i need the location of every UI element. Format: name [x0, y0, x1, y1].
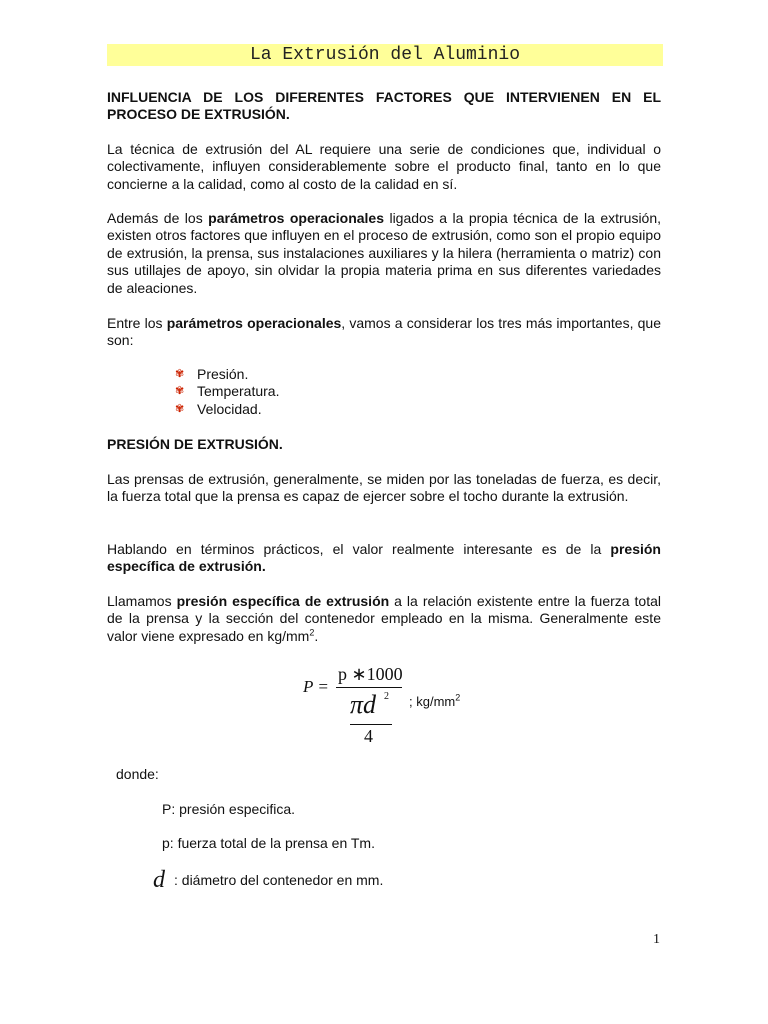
text-segment: Entre los: [107, 315, 167, 331]
paragraph-operational-parameters: [107, 210, 661, 297]
definition-d: : diámetro del contenedor en mm.: [174, 872, 384, 888]
list-item: [175, 401, 279, 418]
paragraph-intro: La técnica de extrusión del AL requiere una serie de condiciones que, individual o colectivamente, influyen considerablemente sobre el producto final, tanto en lo que concierne a la calidad, como al costo de la calidad en sí.: [107, 141, 661, 192]
ornament-bullet-icon: ✾: [175, 368, 185, 380]
bold-term: presión específica de extrusión: [176, 593, 390, 609]
fraction-bar: [336, 687, 402, 688]
list-item: [175, 383, 279, 400]
text-segment: ligados a la propia técnica de la extrusión, existen otros factores que influyen en el proceso de extrusión, como son el propio equipo de extrusión, la prensa, sus instalaciones auxiliares y la hilera (herramienta o matriz) con sus utillajes de apoyo, sin olvidar la propia materia prima en sus diferentes variedades de aleaciones.: [107, 210, 662, 296]
pressure-formula: [300, 662, 520, 754]
section-heading-pressure: PRESIÓN DE EXTRUSIÓN.: [107, 436, 283, 452]
bold-term: parámetros operacionales: [166, 315, 342, 331]
text-segment: , vamos a considerar los tres más importantes, que son:: [107, 315, 661, 349]
text-segment: .: [314, 627, 319, 644]
bold-term: parámetros operacionales: [208, 210, 385, 226]
unit-text: ; kg/mm: [409, 694, 456, 709]
formula-unit: [409, 694, 460, 709]
paragraph-specific-pressure: [107, 541, 661, 576]
text-segment: a la relación existente entre la fuerza total de la prensa y la sección del contenedor empleado en la misma. Generalmente este valor viene expresado en kg/mm: [107, 593, 662, 644]
section-heading-factors: INFLUENCIA DE LOS DIFERENTES FACTORES QUE INTERVIENEN EN EL PROCESO DE EXTRUSIÓN.: [107, 89, 661, 123]
formula-exponent: 2: [384, 691, 389, 702]
ornament-bullet-icon: ✾: [175, 402, 185, 415]
list-item-label: Temperatura.: [197, 383, 280, 400]
document-title: La Extrusión del Aluminio: [107, 44, 663, 66]
list-item-label: Presión.: [197, 366, 249, 382]
text-segment: Además de los: [107, 210, 209, 226]
fraction-bar: [350, 724, 392, 725]
formula-divisor: 4: [364, 726, 373, 746]
paragraph-press-tonnage: Las prensas de extrusión, generalmente, se miden por las toneladas de fuerza, es decir, la fuerza total que la prensa es capaz de ejercer sobre el tocho durante la extrusión.: [107, 471, 661, 505]
superscript: 2: [309, 627, 315, 638]
text-segment: Hablando en términos prácticos, el valor realmente interesante es de la: [107, 541, 611, 557]
paragraph-three-parameters: [107, 315, 661, 350]
paragraph-definition: [107, 593, 661, 645]
definition-p: p: fuerza total de la prensa en Tm.: [162, 835, 375, 851]
donde-label: donde:: [116, 766, 159, 782]
list-item-label: Velocidad.: [197, 400, 262, 417]
page-number: 1: [653, 932, 660, 947]
formula-denominator: πd: [350, 690, 377, 719]
formula-lhs: P =: [303, 677, 329, 696]
formula-numerator: p ∗1000: [338, 664, 403, 684]
bold-term: presión específica de extrusión.: [107, 541, 661, 575]
parameter-list: [175, 366, 279, 418]
d-symbol: d: [153, 867, 165, 893]
text-segment: Llamamos: [107, 593, 177, 609]
superscript: 2: [455, 692, 461, 703]
ornament-bullet-icon: ✾: [175, 385, 185, 398]
list-item: [175, 366, 279, 383]
definition-P: P: presión especifica.: [162, 801, 296, 817]
